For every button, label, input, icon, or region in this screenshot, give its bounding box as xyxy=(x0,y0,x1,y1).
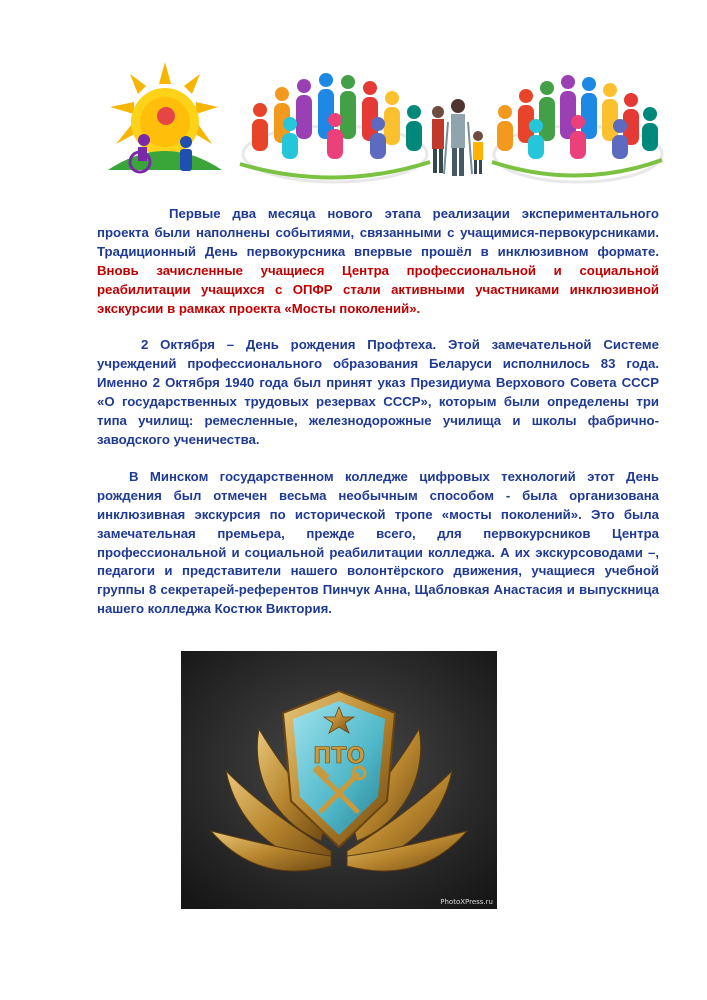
crowd-illustration-icon xyxy=(492,75,662,182)
pto-badge-icon xyxy=(181,651,497,909)
family-illustration-icon xyxy=(432,99,483,176)
paragraph-highlight: Вновь зачисленные учащиеся Центра профессиональной и социальной реабилитации учащихся с ОПФР стали активными участниками инклюзивной экскурсии в рамках проекта «Мосты поколений». xyxy=(97,262,659,316)
header-illustrations xyxy=(100,62,665,192)
sun-logo-icon xyxy=(108,62,222,172)
paragraph-first-year-day xyxy=(97,205,659,318)
badge-photo xyxy=(181,651,497,909)
photo-watermark: PhotoXPress.ru xyxy=(440,898,493,906)
crowd-illustration-icon xyxy=(240,73,430,182)
paragraph-proftech-birthday: 2 Октября – День рождения Профтеха. Этой замечательной Системе учреждений профессионального образования Беларуси исполнилось 83 года. Именно 2 Октября 1940 года был принят указ Президиума Верхового Совета СССР «О государственных трудовых резервах СССР», которым были определены три типа училищ: ремесленные, железнодорожные училища и школы фабрично-заводского ученичества. xyxy=(97,337,659,447)
paragraph-excursion: В Минском государственном колледже цифровых технологий этот День рождения был отмечен весьма необычным способом - была организована инклюзивная экскурсия по исторической тропе «мосты поколений». Это была замечательная премьера, прежде всего, для первокурсников Центра профессиональной и социальной реабилитации колледжа. А их экскурсоводами –, педагоги и представители нашего волонтёрского движения, учащиеся учебной группы 8 секретарей-референтов Пинчук Анна, Щабловкая Анастасия и выпускница нашего колледжа Костюк Виктория. xyxy=(97,468,659,617)
paragraph-lead: Первые два месяца нового этапа реализации экспериментального проекта были наполнены событиями, связанными с учащимися-первокурсниками. Традиционный День первокурсника впервые прошёл в инклюзивном формате. xyxy=(97,206,659,259)
badge-letters: ПТО xyxy=(312,744,366,769)
article-body xyxy=(97,205,659,637)
